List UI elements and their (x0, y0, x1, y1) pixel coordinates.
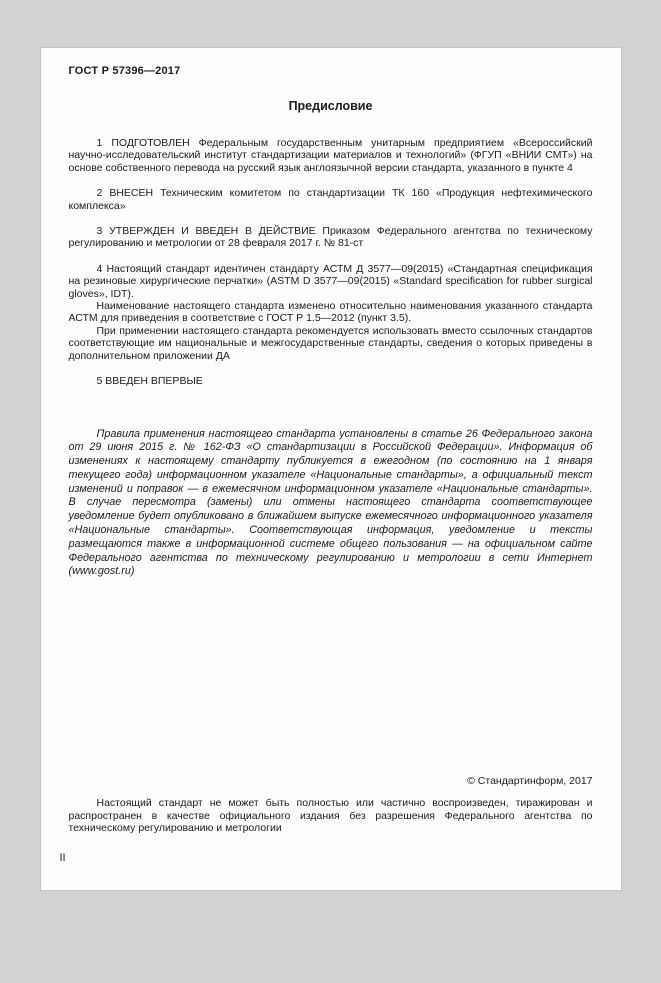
foreword-clause-4-note-1: Наименование настоящего стандарта изменено относительно наименования указанного стандарта АСТМ для приведения в соответствие с ГОСТ Р 1.5—2012 (пункт 3.5). (68, 300, 593, 325)
foreword-clause-1: 1 ПОДГОТОВЛЕН Федеральным государственным унитарным предприятием «Всероссийский научно-исследовательский институт стандартизации материалов и технологий» (ФГУП «ВНИИ СМТ») на основе собственного перевода на русский язык англоязычной версии стандарта, указанного в пункте 4 (68, 137, 593, 174)
foreword-clause-4-note-2: При применении настоящего стандарта рекомендуется использовать вместо ссылочных стандартов соответствующие им национальные и межгосударственные стандарты, сведения о которых приведены в дополнительном приложении ДА (68, 324, 593, 362)
foreword-clause-4: 4 Настоящий стандарт идентичен стандарту АСТМ Д 3577—09(2015) «Стандартная спецификация на резиновые хирургические перчатки» (ASTM D 3577—09(2015) «Standard specification for rubber surgical gloves», IDT). (68, 262, 593, 300)
foreword-clause-2: 2 ВНЕСЕН Техническим комитетом по стандартизации ТК 160 «Продукция нефтехимического комплекса» (68, 187, 593, 212)
page-title: Предисловие (288, 99, 373, 113)
page-footer (59, 775, 593, 864)
foreword-clause-3: 3 УТВЕРЖДЕН И ВВЕДЕН В ДЕЙСТВИЕ Приказом Федерального агентства по техническому регулированию и метрологии от 28 февраля 2017 г. № 81-ст (68, 225, 593, 250)
application-rules-note: Правила применения настоящего стандарта установлены в статье 26 Федерального закона от 29 июня 2015 г. № 162-ФЗ «О стандартизации в Российской Федерации». Информация об изменениях к настоящему стандарту публикуется в ежегодном (по состоянию на 1 января текущего года) информационном указателе «Национальные стандарты», а официальный текст изменений и поправок — в ежемесячном информационном указателе «Национальные стандарты». В случае пересмотра (замены) или отмены настоящего стандарта соответствующее уведомление будет опубликовано в ближайшем выпуске ежемесячного информационного указателя «Национальные стандарты». Соответствующая информация, уведомление и тексты размещаются также в информационной системе общего пользования — на официальном сайте Федерального агентства по техническому регулированию и метрологии в сети Интернет (www.gost.ru) (68, 427, 593, 578)
document-page (40, 47, 622, 891)
document-code: ГОСТ Р 57396—2017 (68, 65, 181, 77)
copyright-line: © Стандартинформ, 2017 (467, 775, 593, 788)
reproduction-restriction-note: Настоящий стандарт не может быть полностью или частично воспроизведен, тиражирован и распространен в качестве официального издания без разрешения Федерального агентства по техническому регулированию и метрологии (68, 797, 593, 835)
foreword-clause-5: 5 ВВЕДЕН ВПЕРВЫЕ (96, 375, 203, 388)
page-number: II (59, 852, 66, 864)
